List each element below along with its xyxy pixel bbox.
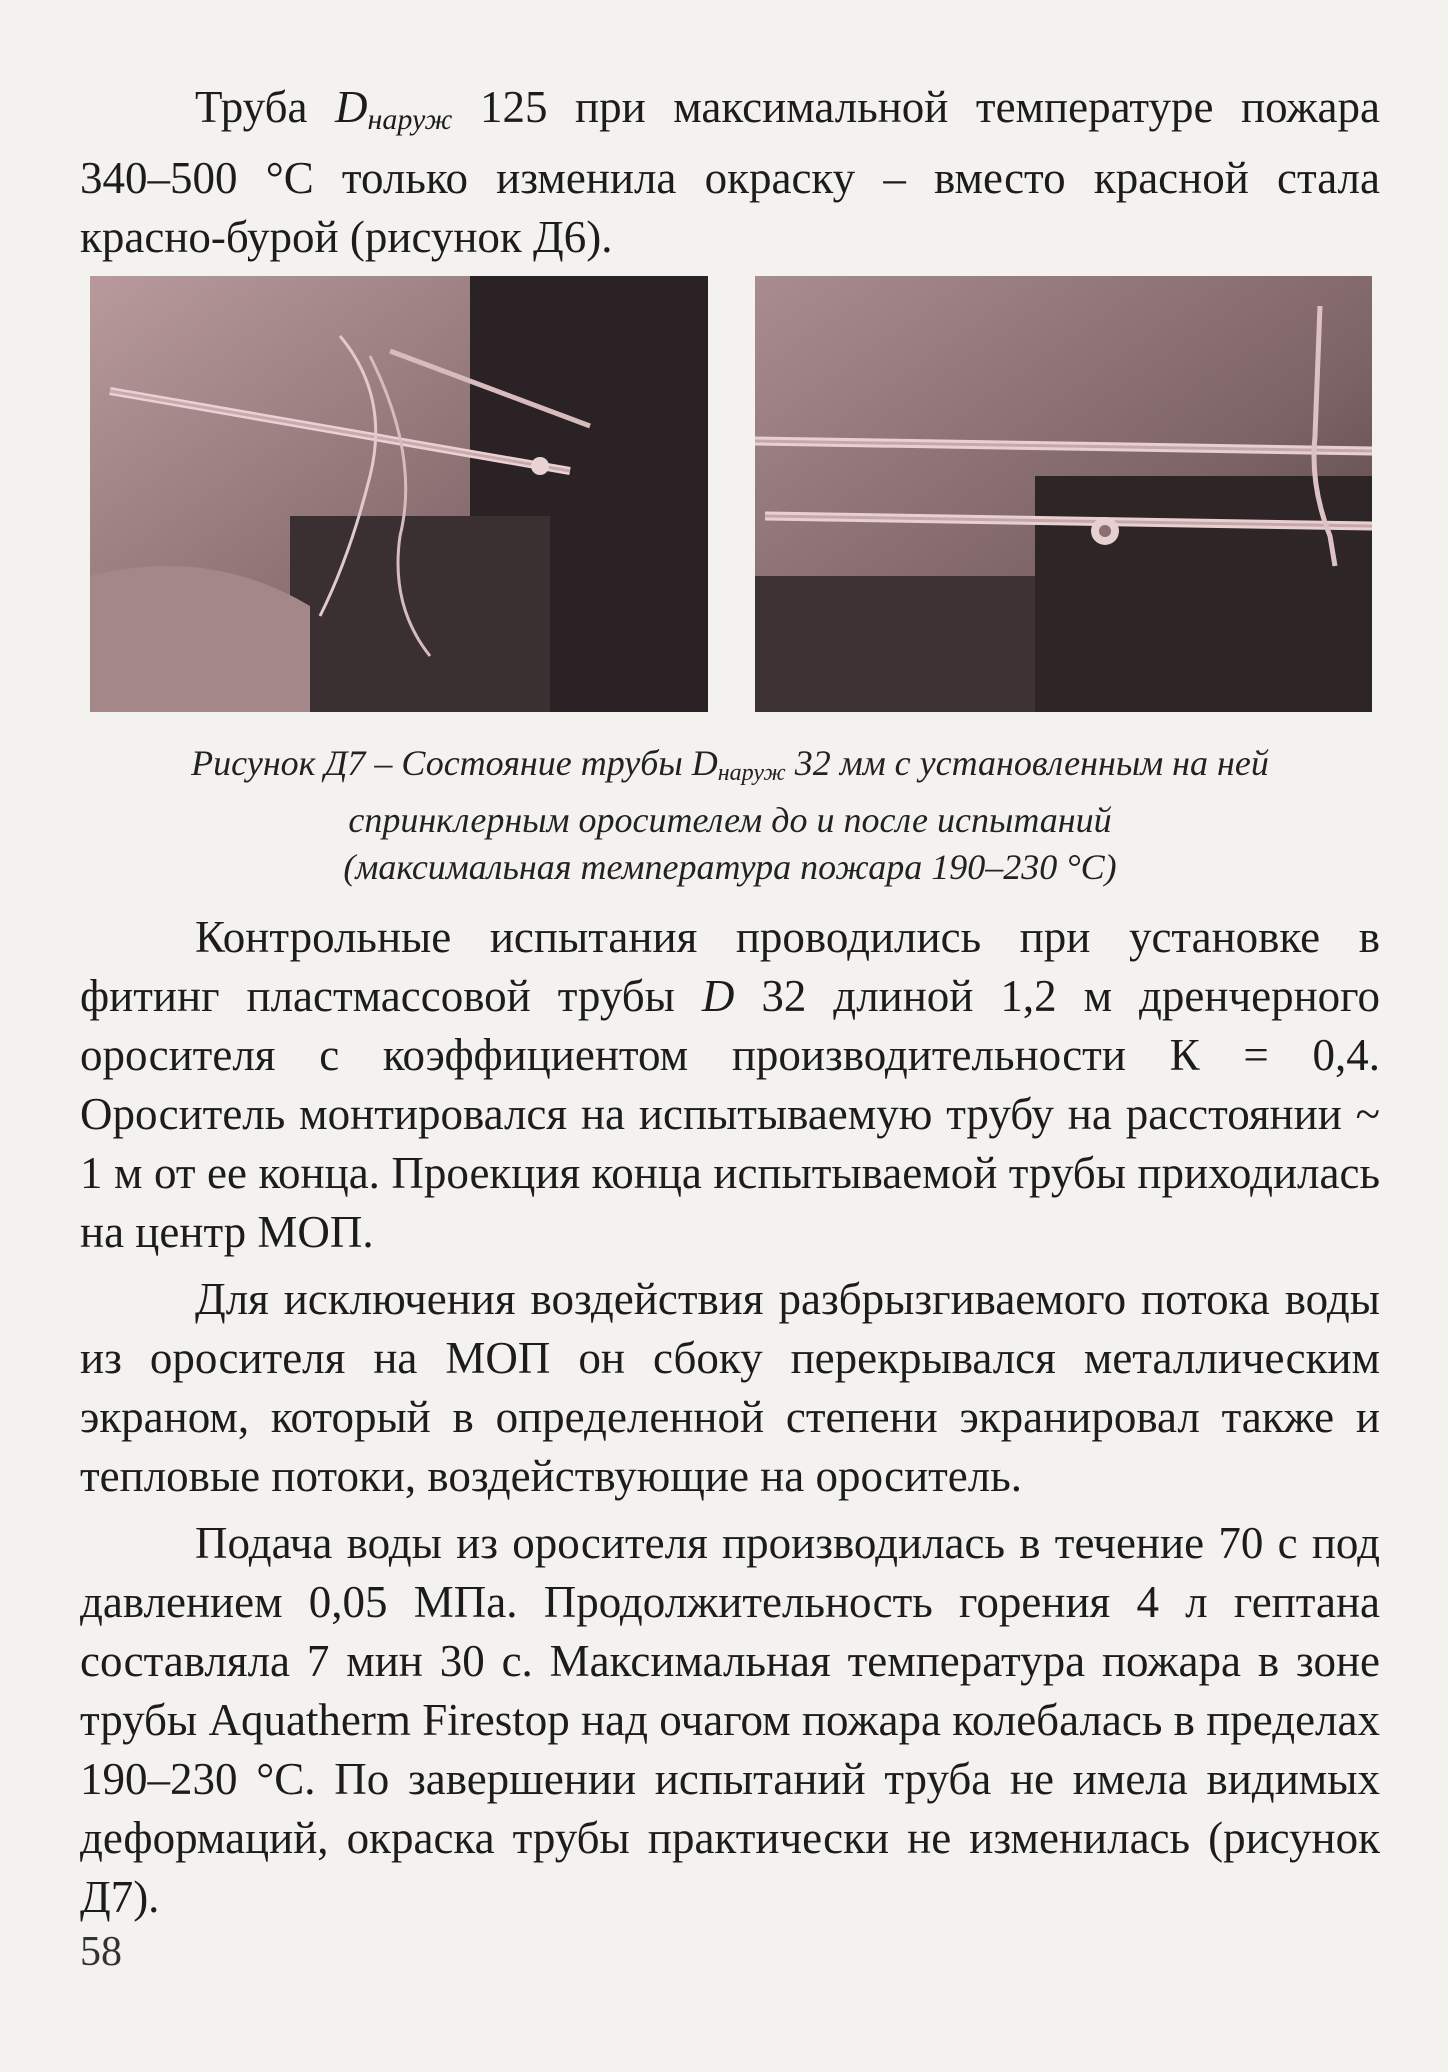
paragraph-pipe-125 <box>80 78 1380 267</box>
paragraph-control-tests <box>80 908 1380 1262</box>
body-text-block <box>80 908 1380 1935</box>
text-run: Контрольные испытания проводились при установке в фитинг пластмассовой трубы <box>80 912 1380 1021</box>
caption-line-3: (максимальная температура пожара 190–230 °C) <box>343 847 1117 887</box>
paragraph-water-supply: Подача воды из оросителя производилась в течение 70 с под давлением 0,05 МПа. Продолжительность горения 4 л гептана составляла 7 мин 30 с. Максимальная температура пожара в зоне трубы Aquatherm Firestop над очагом пожара колебалась в пределах 190–230 °C. По завершении испытаний труба не имела видимых деформаций, окраска трубы практически не изменилась (рисунок Д7). <box>80 1518 1380 1922</box>
caption-subscript: наруж <box>717 760 786 786</box>
caption-text: 32 мм с установленным на ней <box>785 743 1269 783</box>
photo-before-test-image <box>90 276 708 712</box>
photo-after-test-image <box>755 276 1372 712</box>
diameter-subscript: наруж <box>367 103 453 136</box>
text-run: Труба <box>195 82 335 132</box>
diameter-symbol: D <box>335 82 368 132</box>
photo-after-test <box>755 276 1372 712</box>
text-run: 32 длиной 1,2 м дренчерного оросителя с коэффициентом производительности К = 0,4. Ороситель монтировался на испытываемую трубу на расстоянии ~ 1 м от ее конца. Проекция конца испытываемой трубы приходилась на центр МОП. <box>80 971 1380 1257</box>
paragraph-metal-screen: Для исключения воздействия разбрызгиваемого потока воды из оросителя на МОП он сбоку перекрывался металлическим экраном, который в определенной степени экранировал также и тепловые потоки, воздействующие на ороситель. <box>80 1274 1380 1501</box>
photo-before-test <box>90 276 708 712</box>
figure-caption <box>80 740 1380 891</box>
page-number: 58 <box>80 1929 122 1975</box>
caption-line-1 <box>80 740 1380 797</box>
top-paragraph-block <box>80 78 1380 275</box>
diameter-symbol: D <box>701 971 735 1021</box>
caption-line-2: спринклерным оросителем до и после испытаний <box>348 800 1112 840</box>
caption-text: Рисунок Д7 – Состояние трубы D <box>191 743 718 783</box>
text-run: 125 при максимальной температуре пожара 340–500 °C только изменила окраску – вместо красной стала красно-бурой (рисунок Д6). <box>80 82 1380 262</box>
